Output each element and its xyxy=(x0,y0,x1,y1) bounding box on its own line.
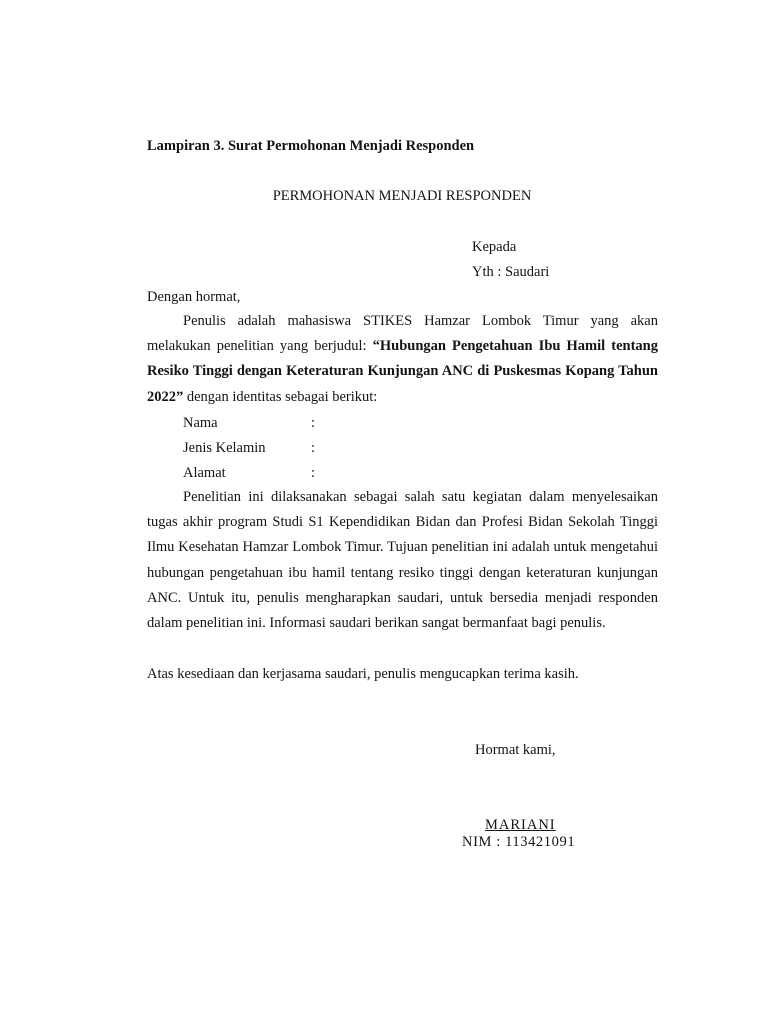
field-label-address: Alamat xyxy=(183,465,226,481)
intro-paragraph xyxy=(147,309,658,410)
intro-text-after: dengan identitas sebagai berikut: xyxy=(183,388,378,405)
field-colon: : xyxy=(311,465,316,481)
field-colon: : xyxy=(311,440,316,456)
recipient-addressee: Yth : Saudari xyxy=(472,264,550,280)
field-label-gender: Jenis Kelamin xyxy=(183,440,266,456)
letter-title-row xyxy=(0,189,768,204)
signature-name: MARIANI xyxy=(485,817,556,833)
research-title: “Hubungan Pengetahuan Ibu Hamil tentang Resiko Tinggi dengan Keteraturan Kunjungan ANC di Puskesmas Kopang Tahun 2022” xyxy=(147,338,658,405)
signature-salutation: Hormat kami, xyxy=(475,742,556,758)
greeting: Dengan hormat, xyxy=(147,289,241,305)
field-colon: : xyxy=(311,415,316,431)
letter-title: PERMOHONAN MENJADI RESPONDEN xyxy=(272,188,532,204)
signature-nim: NIM : 113421091 xyxy=(462,834,576,850)
recipient-to: Kepada xyxy=(472,239,517,255)
body-paragraph xyxy=(147,485,658,636)
attachment-label: Lampiran 3. Surat Permohonan Menjadi Responden xyxy=(147,138,475,154)
field-label-name: Nama xyxy=(183,415,218,431)
closing-sentence: Atas kesediaan dan kerjasama saudari, penulis mengucapkan terima kasih. xyxy=(147,666,579,682)
intro-text-before: Penulis adalah mahasiswa STIKES Hamzar Lombok Timur yang akan melakukan penelitian yang berjudul: xyxy=(147,313,658,355)
body-paragraph-text: Penelitian ini dilaksanakan sebagai salah satu kegiatan dalam menyelesaikan tugas akhir program Studi S1 Kependidikan Bidan dan Profesi Bidan Sekolah Tinggi Ilmu Kesehatan Hamzar Lombok Timur. Tujuan penelitian ini adalah untuk mengetahui hubungan pengetahuan ibu hamil tentang resiko tinggi dengan keteraturan kunjungan ANC. Untuk itu, penulis mengharapkan saudari, untuk bersedia menjadi responden dalam penelitian ini. Informasi saudari berikan sangat bermanfaat bagi penulis. xyxy=(147,489,658,632)
